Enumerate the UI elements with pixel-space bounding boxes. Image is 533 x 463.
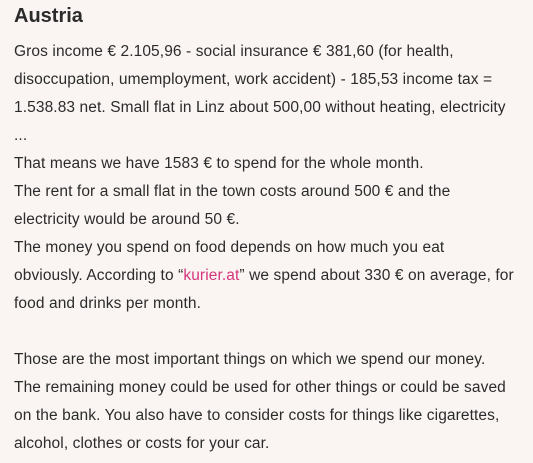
closing-line-4: alcohol, clothes or costs for your car.	[14, 435, 270, 452]
paragraph-gap	[14, 318, 529, 346]
food-line-1: The money you spend on food depends on how much you eat	[14, 239, 445, 256]
income-line-1: Gros income € 2.105,96 - social insurance € 381,60 (for health,	[14, 43, 454, 60]
food-line-2-suffix: ” we spend about 330 € on average, for	[239, 267, 514, 284]
monthly-spend-line: That means we have 1583 € to spend for the whole month.	[14, 155, 424, 172]
income-line-4: ...	[14, 127, 28, 144]
income-line-3: 1.538.83 net. Small flat in Linz about 500,00 without heating, electricity	[14, 99, 506, 116]
closing-line-2: The remaining money could be used for other things or could be saved	[14, 379, 506, 396]
income-line-2: disoccupation, umemployment, work accident) - 185,53 income tax =	[14, 71, 493, 88]
rent-line-1: The rent for a small flat in the town costs around 500 € and the	[14, 183, 451, 200]
kurier-link[interactable]: kurier.at	[183, 267, 240, 284]
food-line-2	[14, 262, 529, 290]
closing-line-1: Those are the most important things on which we spend our money.	[14, 351, 486, 368]
food-line-3: food and drinks per month.	[14, 295, 201, 312]
closing-line-3: on the bank. You also have to consider costs for things like cigarettes,	[14, 407, 500, 424]
food-line-2-prefix: obviously. According to “	[14, 267, 184, 284]
section-heading: Austria	[14, 5, 83, 27]
article-body	[14, 38, 529, 458]
rent-line-2: electricity would be around 50 €.	[14, 211, 240, 228]
